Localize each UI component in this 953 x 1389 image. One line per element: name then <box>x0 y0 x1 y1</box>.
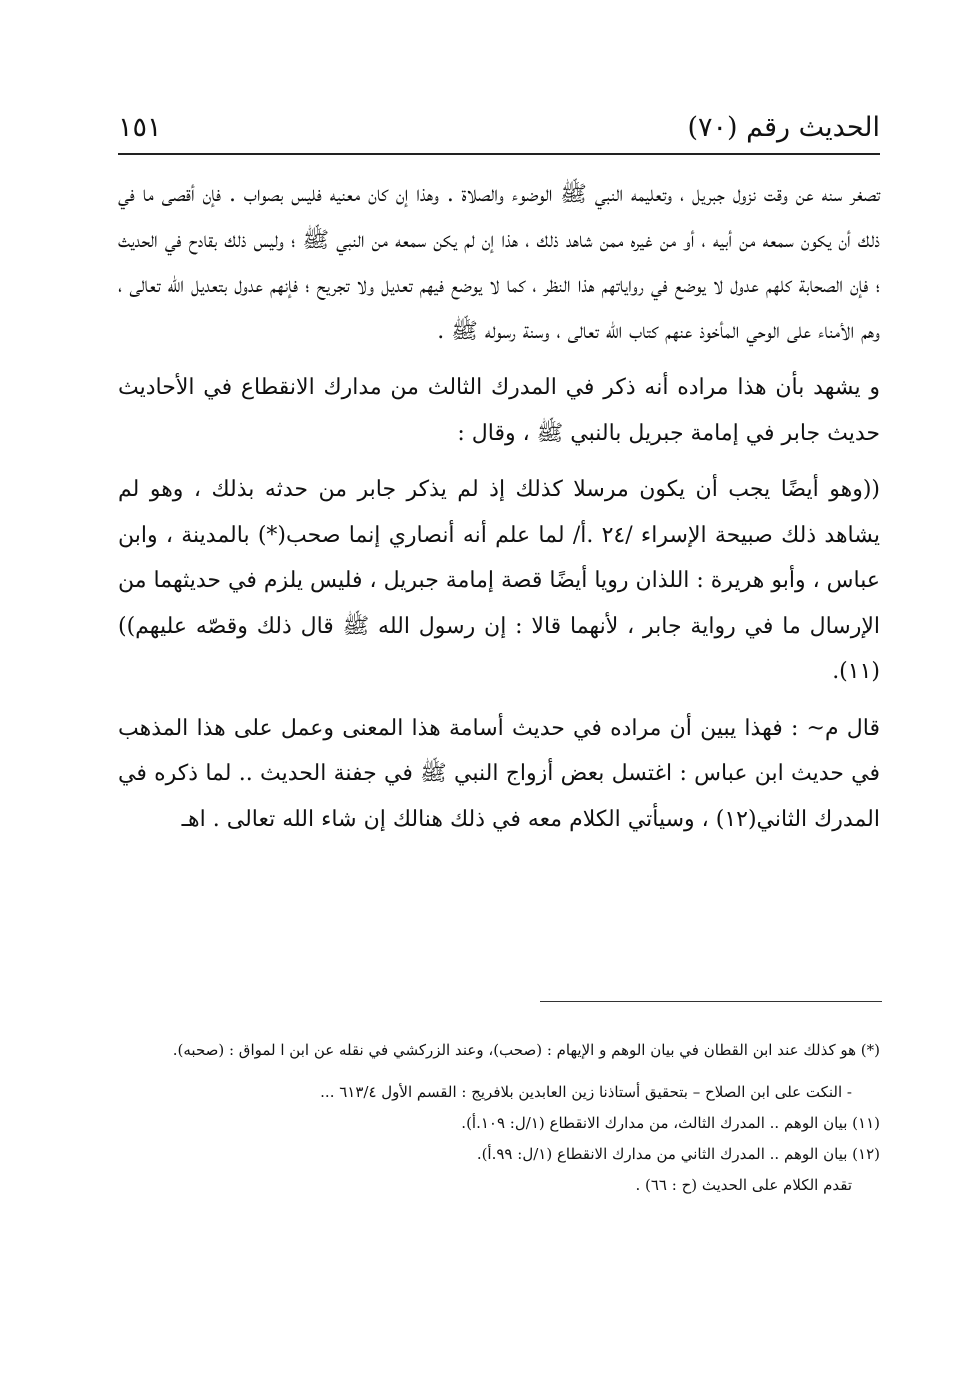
running-header <box>118 104 880 150</box>
page-number: ١٥١ <box>118 111 162 143</box>
running-title: الحديث رقم (٧٠) <box>687 111 880 143</box>
paragraph-2: و يشهد بأن هذا مراده أنه ذكر في المدرك الثالث من مدارك الانقطاع في الأحاديث حديث جابر في إمامة جبريل بالنبي ﷺ ، وقال : <box>118 375 880 446</box>
main-text <box>118 172 880 853</box>
paragraph-1: تصغر سنه عن وقت نزول جبريل ، وتعليمه النبي ﷺ الوضوء والصلاة . وهذا إن كان معنيه فليس بصواب . فإن أقصى ما في ذلك أن يكون سمعه من أبيه ، أو من غيره ممن شاهد ذلك ، هذا إن لم يكن سمعه من النبي ﷺ ؛ وليس ذلك بقادح في الحديث ؛ فإن الصحابة كلهم عدول لا يوضع في رواياتهم هذا النظر ، كما لا يوضع فيهم تعديل ولا تجريح ؛ فإنهم عدول بتعديل الله تعالى ، وهم الأمناء على الوحي المأخوذ عنهم كتاب الله تعالى ، وسنة رسوله ﷺ . <box>118 182 880 344</box>
footnote-star: (*) هو كذلك عند ابن القطان في بيان الوهم و الإيهام : (صحب)، وعند الزركشي في نقله عن ابن ا لمواق : (صحبه). <box>172 1041 880 1059</box>
footnote-rule <box>540 1001 882 1002</box>
footnote-11: (١١) بيان الوهم .. المدرك الثالث، من مدارك الانقطاع (١/ل: ١٠٩.أ). <box>461 1114 880 1132</box>
paragraph-3-quotation: ((وهو أيضًا يجب أن يكون مرسلا كذلك إذ لم يذكر جابر من حدثه بذلك ، وهو لم يشاهد ذلك صبيحة الإسراء /٢٤ .أ/ لما علم أنه أنصاري إنما صحب(*) بالمدينة ، وابن عباس ، وأبو هريرة : اللذان رويا أيضًا قصة إمامة جبريل ، فليس يلزم في حديثهما من الإرسال ما في رواية جابر ، لأنهما قالا : إن رسول الله ﷺ قال ذلك وقصّه عليهم))(١١). <box>118 477 881 684</box>
footnote-12: (١٢) بيان الوهم .. المدرك الثاني من مدارك الانقطاع (١/ل: ٩٩.أ). <box>476 1145 880 1163</box>
footnote-source: - النكت على ابن الصلاح – بتحقيق أستاذنا زين العابدين بلافريج : القسم الأول ٦١٣/٤ ... <box>320 1083 852 1101</box>
footnotes <box>118 1036 880 1202</box>
footnote-cross-reference: تقدم الكلام على الحديث (ح : ٦٦) . <box>635 1176 852 1194</box>
header-rule <box>118 153 880 155</box>
paragraph-4: قال م~ : فهذا يبين أن مراده في حديث أسامة هذا المعنى وعمل على هذا المذهب في حديث ابن عباس : اغتسل بعض أزواج النبي ﷺ في جفنة الحديث .. لما ذكره في المدرك الثاني(١٢) ، وسيأتي الكلام معه في ذلك هنالك إن شاء الله تعالى . اهـ <box>118 715 880 832</box>
